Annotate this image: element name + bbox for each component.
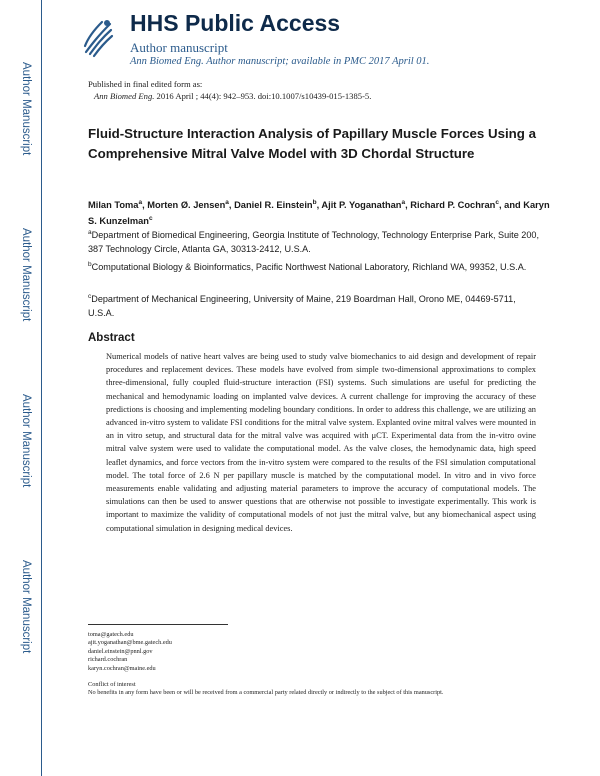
author-name: Daniel R. Einstein [234, 200, 313, 211]
author-affiliation-mark: c [148, 215, 153, 223]
abstract-heading: Abstract [88, 332, 135, 344]
publication-citation: Ann Biomed Eng. 2016 April ; 44(4): 942–953. doi:10.1007/s10439-015-1385-5. [94, 91, 372, 101]
author-name: Karyn S. Kunzelman [88, 200, 550, 227]
author-affiliation-mark: a [138, 199, 143, 206]
footnotes [88, 631, 548, 698]
author-name: Milan Toma [88, 200, 139, 211]
affiliation-a: $^a$Department of Biomedical Engineering, Georgia Institute of Technology, Technology Enterprise Park, Suite 200, 387 Technology Circle, Atlanta GA, 30313-2412, U.S.A. [88, 229, 539, 255]
email-list [88, 631, 548, 673]
article-title: Fluid-Structure Interaction Analysis of Papillary Muscle Forces Using a Comprehensive Mitral Valve Model with 3D Chordal Structure [88, 126, 537, 161]
affiliation-c: $^c$Department of Mechanical Engineering, University of Maine, 219 Boardman Hall, Orono ME, 04469-5711, U.S.A. [88, 293, 516, 319]
affiliation-mark: a [88, 229, 92, 236]
author-manuscript-sidebar [0, 0, 42, 776]
affiliation-b: $^b$Computational Biology & Bioinformatics, Pacific Northwest National Laboratory, Richland WA, 99352, U.S.A. [88, 261, 527, 273]
affiliation-mark: b [88, 261, 92, 268]
author-affiliation-mark: b [312, 199, 317, 206]
header-journal-line: Ann Biomed Eng. Author manuscript; available in PMC 2017 April 01. [130, 56, 430, 67]
abstract-text: Numerical models of native heart valves are being used to study valve biomechanics to aid design and development of repair procedures and replacement devices. These models have evolved from simple two-dimensional approximations to complex three-dimensional, fully coupled fluid-structure interaction (FSI) systems. Such simulations are useful for predicting the mechanical and hemodynamic loading on implanted valve devices. A current challenge for improving the accuracy of these predictions is choosing and implementing modeling boundary conditions. In order to address this challenge, we are utilizing an advanced in-vitro system to validate FSI conditions for the mitral valve system. Explanted ovine mitral valves were mounted in an in vitro setup, and structural data for the mitral valve was acquired with μCT. Experimental data from the in-vitro ovine mitral valve system were used to validate the computational model. As the valve closes, the hemodynamic data, high speed leaflet dynamics, and force vectors from the in-vitro system were compared to the results of the FSI simulation computational model. The total force of 2.6 N per papillary muscle is matched by the computational model. In vitro and in vivo force measurements enable validating and adjusting material parameters to improve the accuracy of computational models. The simulations can then be used to answer questions that are otherwise not possible to investigate experimentally. This work is important to maximize the validity of computational models of not just the mitral valve, but any biomechanical aspect using computational simulation in designing medical devices. [106, 352, 536, 533]
side-label: Author Manuscript [20, 62, 32, 156]
author-email: richard.cochran [88, 656, 128, 664]
coi-heading: Conflict of interest [88, 681, 136, 689]
author-email: karyn.cochran@maine.edu [88, 664, 156, 672]
header-subtitle: Author manuscript [130, 40, 228, 55]
author-list: Milan Toma$^a$, Morten Ø. Jensen$^a$, Daniel R. Einstein$^b$, Ajit P. Yoganathan$^a$, Richard P. Cochran$^c$, and Karyn S. Kunzelman$^c$ [88, 199, 550, 227]
affiliation-mark: c [88, 293, 92, 300]
author-affiliation-mark: a [401, 199, 406, 206]
author-email: toma@gatech.edu [88, 631, 134, 638]
author-name: Morten Ø. Jensen [147, 200, 226, 211]
author-name: Richard P. Cochran [410, 200, 496, 211]
footnote-divider [88, 624, 228, 625]
coi-text: No benefits in any form have been or will be received from a commercial party related directly or indirectly to the subject of this manuscript. [88, 689, 444, 697]
author-name: Ajit P. Yoganathan [321, 200, 402, 211]
publication-line: Published in final edited form as: [88, 79, 203, 89]
author-affiliation-mark: a [225, 199, 229, 206]
side-label: Author Manuscript [20, 560, 32, 654]
side-label: Author Manuscript [20, 394, 32, 488]
side-label: Author Manuscript [20, 228, 32, 322]
hhs-eagle-logo-icon [82, 16, 114, 60]
publication-info [88, 78, 371, 102]
author-email: daniel.einstein@pnnl.gov [88, 647, 153, 655]
header-title: HHS Public Access [130, 10, 341, 36]
author-email: ajit.yoganathan@bme.gatech.edu [88, 639, 172, 647]
author-affiliation-mark: c [495, 199, 499, 206]
